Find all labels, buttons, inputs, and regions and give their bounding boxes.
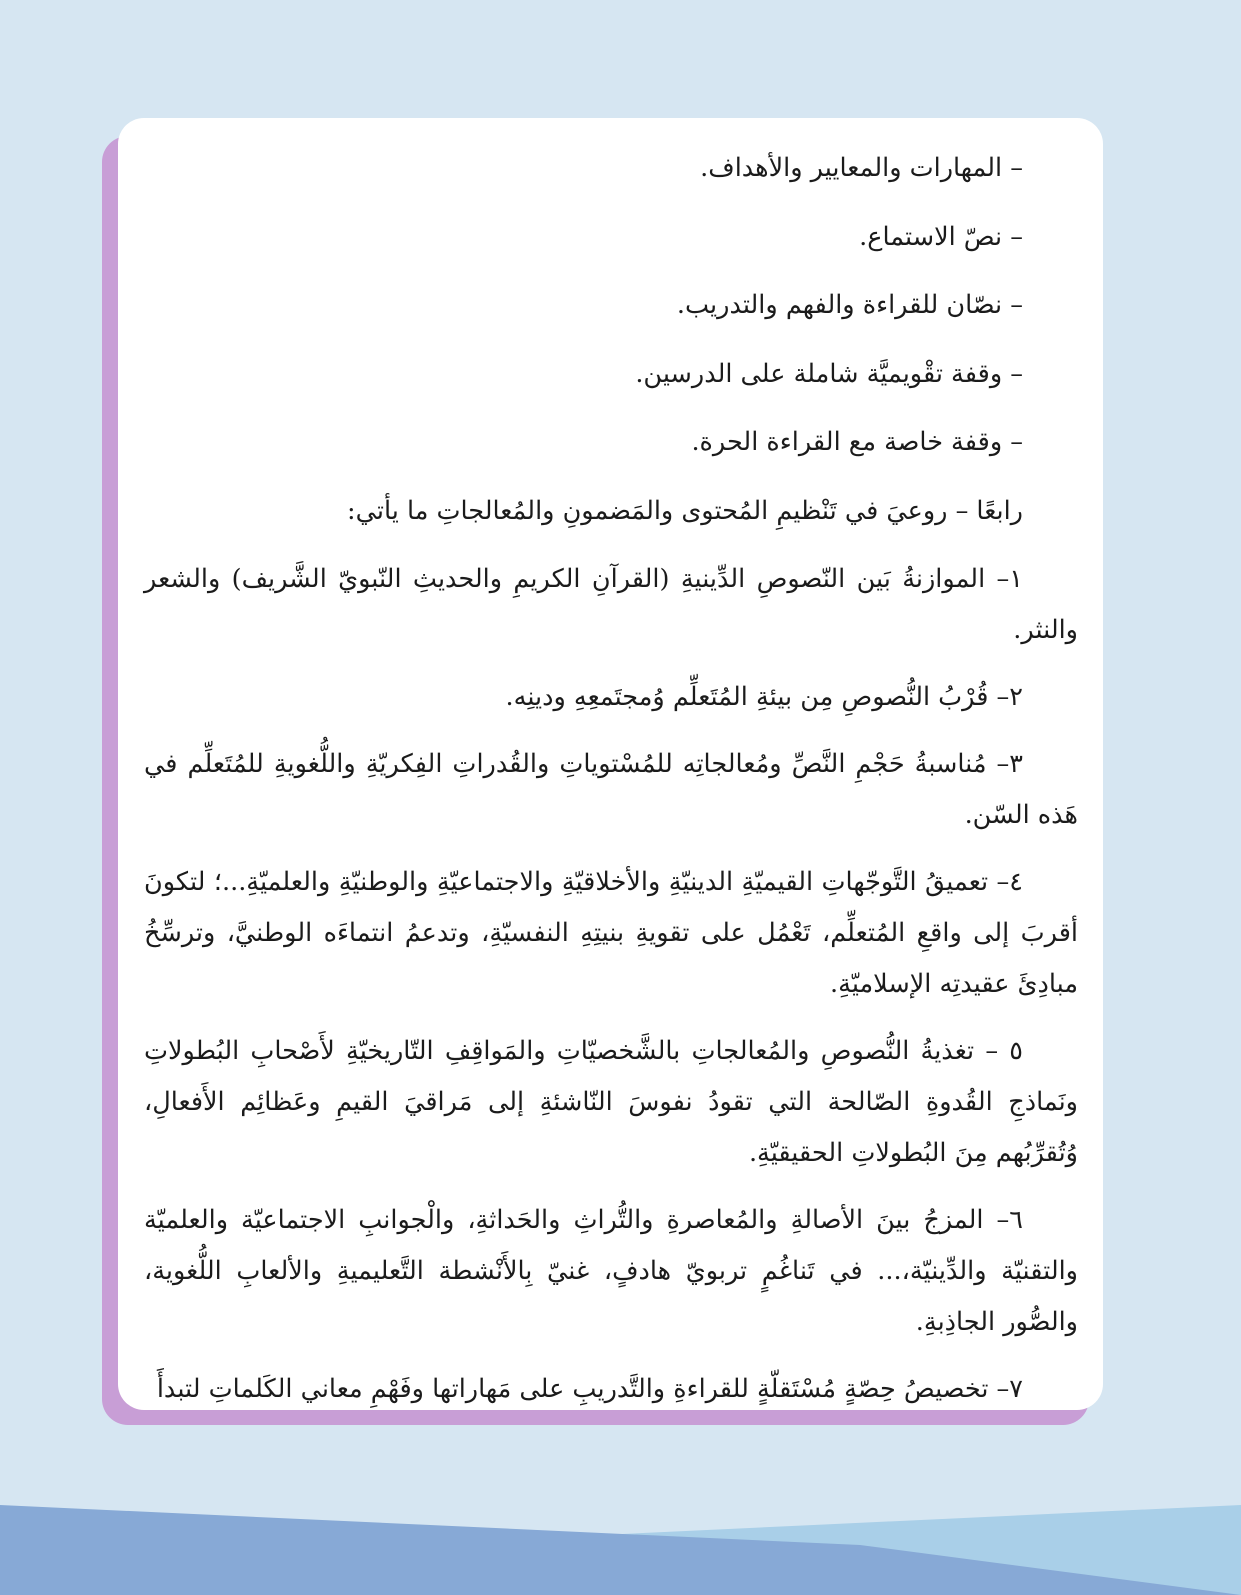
bullet-item: – نصّ الاستماع. bbox=[859, 221, 1023, 252]
numbered-paragraph: ٧– تخصيصُ حِصّةٍ مُسْتَقلّةٍ للقراءةِ والتَّدريبِ على مَهاراتها وفَهْمِ معاني الكَلماتِ لتبدأَ bbox=[156, 1374, 1023, 1404]
bullet-item: – المهارات والمعايير والأهداف. bbox=[700, 153, 1023, 183]
bullet-item: – نصّان للقراءة والفهم والتدريب. bbox=[676, 290, 1023, 320]
numbered-paragraph: ٣– مُناسبةُ حَجْمِ النَّصِّ ومُعالجاتِه للمُسْتوياتِ والقُدراتِ الفِكريّةِ واللُّغويةِ للمُتَعلِّم في هَذه السّن. bbox=[144, 749, 1078, 830]
bullet-item: – وقفة خاصة مع القراءة الحرة. bbox=[691, 427, 1023, 457]
numbered-paragraph: ٥ – تغذيةُ النُّصوصِ والمُعالجاتِ بالشَّخصيّاتِ والمَواقِفِ التّاريخيّةِ لأَصْحابِ البُطولاتِ ونَماذجِ القُدوةِ الصّالحة التي تقودُ نفوسَ النّاشئةِ إلى مَراقيَ القيمِ وعَظائِم الأَفعالِ، وُتُقرِّبُهم مِنَ البُطولاتِ الحقيقيّةِ. bbox=[144, 1036, 1078, 1168]
bullet-item: – وقفة تقْويميَّة شاملة على الدرسين. bbox=[635, 358, 1023, 389]
section-heading: رابعًا – روعيَ في تَنْظيمِ المُحتوى والمَضمونِ والمُعالجاتِ ما يأتي: bbox=[347, 495, 1023, 526]
numbered-paragraph: ٦– المزجُ بينَ الأصالةِ والمُعاصرةِ والتُّراثِ والحَداثةِ، والْجوانبِ الاجتماعيّة والعلميّة والتقنيّة والدِّينيّة،... في تَناغُمٍ تربويّ هادفٍ، غنيّ بِالأَنْشطة التَّعليميةِ والألعابِ اللُّغوية، والصُّور الجاذِبةِ. bbox=[144, 1205, 1078, 1337]
numbered-paragraph: ٤– تعميقُ التَّوجّهاتِ القيميّةِ الدينيّةِ والأخلاقيّةِ والاجتماعيّةِ والوطنيّةِ والعلميّةِ...؛ لتكونَ أقربَ إلى واقعِ المُتعلِّم، تَعْمُل على تقويةِ بنيتِهِ النفسيّةِ، وتدعمُ انتماءَه الوطنيَّ، وترسِّخُ مبادِئَ عقيدتِه الإسلاميّةِ. bbox=[144, 867, 1078, 999]
numbered-paragraph: ٢– قُرْبُ النُّصوصِ مِن بيئةِ المُتَعلِّم وُمجتَمعِهِ ودينِه. bbox=[505, 682, 1023, 712]
numbered-paragraph: ١– الموازنةُ بَين النّصوصِ الدِّينيةِ (القرآنِ الكريمِ والحديثِ النّبويّ الشَّريف) والشعر والنثر. bbox=[144, 564, 1078, 645]
page-text bbox=[144, 143, 1078, 1415]
